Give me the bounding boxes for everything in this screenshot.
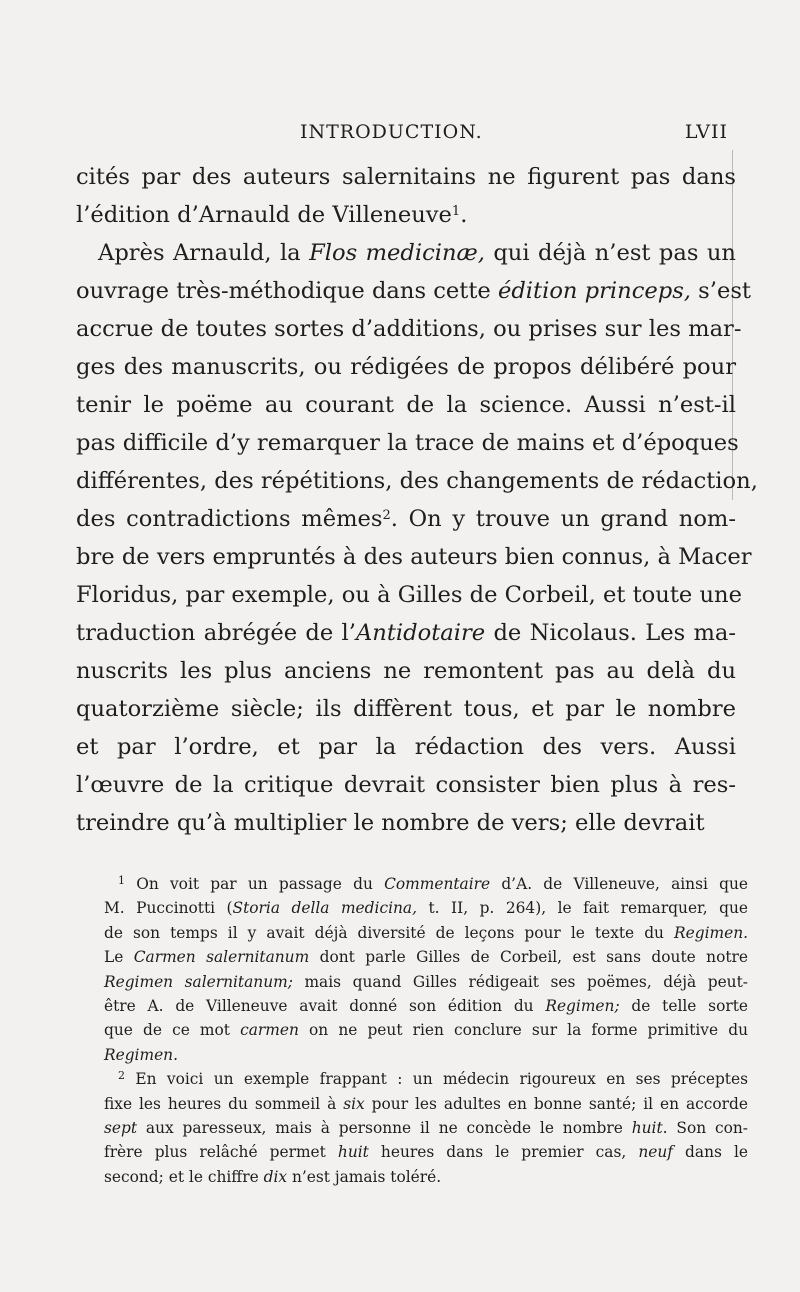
text-run: frère plus relâché permet — [104, 1143, 338, 1162]
running-title: INTRODUCTION. — [300, 121, 483, 143]
text-run: treindre qu’à multiplier le nombre de vers; elle devrait — [76, 810, 705, 836]
text-run: on ne peut rien conclure sur la forme primitive du — [298, 1021, 748, 1040]
text-run: de Nicolaus. Les ma- — [485, 620, 737, 646]
text-run: l’œuvre de la critique devrait consister bien plus à res- — [76, 772, 736, 798]
italic-run: Storia della medicina, — [232, 899, 417, 918]
italic-run: Regimen; — [545, 997, 620, 1016]
italic-run: dix — [263, 1167, 288, 1186]
italic-run: neuf — [638, 1143, 673, 1162]
body-line — [76, 538, 752, 576]
footnotes-line — [104, 994, 748, 1018]
text-run: qui déjà n’est pas un — [484, 240, 736, 266]
text-run: Après Arnauld, la — [98, 240, 310, 266]
italic-run: huit. — [631, 1119, 668, 1138]
footnotes-line — [104, 872, 748, 896]
body-line — [76, 348, 736, 386]
text-run: cités par des auteurs salernitains ne figurent pas dans — [76, 164, 736, 190]
text-run: différentes, des répétitions, des changements de rédaction, — [76, 468, 758, 494]
main-text — [76, 158, 758, 842]
text-run: fixe les heures du sommeil à — [104, 1094, 344, 1113]
footnote-marker: 1 — [118, 874, 125, 887]
text-run: Floridus, par exemple, ou à Gilles de Corbeil, et toute une — [76, 582, 742, 608]
italic-run: carmen — [240, 1021, 299, 1040]
footnotes-line — [104, 1092, 748, 1116]
text-run: Son con- — [667, 1119, 748, 1138]
text-run: n’est jamais toléré. — [287, 1167, 442, 1186]
body-line — [76, 690, 736, 728]
text-run: tenir le poëme au courant de la science. Aussi n’est-il — [76, 392, 736, 418]
footnotes-line — [104, 1140, 748, 1164]
italic-run: sept — [104, 1119, 138, 1138]
footnotes-line — [104, 1116, 748, 1140]
text-run: pas difficile d’y remarquer la trace de mains et d’époques — [76, 430, 739, 456]
italic-run: Carmen salernitanum — [133, 948, 310, 967]
text-run: aux paresseux, mais à personne il ne concède le nombre — [137, 1119, 632, 1138]
footnotes-line — [104, 1165, 748, 1189]
footnotes-line — [104, 1067, 748, 1091]
text-run: bre de vers empruntés à des auteurs bien connus, à Macer — [76, 544, 752, 570]
footnote-marker: 2 — [382, 508, 391, 523]
italic-run: Commentaire — [384, 875, 491, 893]
footnotes-line — [104, 970, 748, 994]
body-line — [76, 462, 758, 500]
italic-run: Regimen. — [104, 1045, 178, 1064]
body-line — [76, 576, 742, 614]
footnotes-line — [104, 921, 748, 945]
page-number: LVII — [684, 121, 728, 143]
body-line — [76, 728, 736, 766]
text-run: second; et le chiffre — [104, 1167, 264, 1186]
text-run: Le — [104, 948, 134, 967]
text-run: heures dans le premier cas, — [368, 1143, 639, 1162]
body-line — [76, 196, 736, 234]
italic-run: édition princeps, — [497, 278, 691, 304]
text-run: que de ce mot — [104, 1021, 241, 1040]
italic-run: six — [343, 1094, 365, 1113]
text-run: de telle sorte — [619, 997, 748, 1016]
text-run: et par l’ordre, et par la rédaction des vers. Aussi — [76, 734, 736, 760]
body-line — [76, 766, 736, 804]
text-run: d’A. de Villeneuve, ainsi que — [490, 875, 748, 893]
text-run: s’est — [690, 278, 751, 304]
italic-run: Antidotaire — [355, 620, 486, 646]
text-run: mais quand Gilles rédigeait ses poëmes, déjà peut- — [292, 972, 748, 991]
body-line — [76, 310, 742, 348]
text-run: dont parle Gilles de Corbeil, est sans doute notre — [309, 948, 748, 967]
text-run: . On y trouve un grand nom- — [390, 506, 736, 532]
text-run: l’édition d’Arnauld de Villeneuve — [76, 202, 452, 228]
body-line — [76, 424, 739, 462]
text-run: être A. de Villeneuve avait donné son édition du — [104, 997, 546, 1016]
body-line — [76, 272, 751, 310]
body-line — [76, 614, 736, 652]
footnotes-line — [104, 1043, 748, 1067]
text-run: nuscrits les plus anciens ne remontent pas au delà du — [76, 658, 736, 684]
text-run: de son temps il y avait déjà diversité de leçons pour le texte du — [104, 923, 675, 942]
footnotes-line — [104, 945, 748, 969]
text-run: des contradictions mêmes — [76, 506, 383, 532]
text-run: quatorzième siècle; ils diffèrent tous, et par le nombre — [76, 696, 736, 722]
footnote-marker: 1 — [451, 204, 461, 219]
text-run: traduction abrégée de l’ — [76, 620, 356, 646]
text-run: pour les adultes en bonne santé; il en accorde — [364, 1094, 748, 1113]
body-line — [76, 804, 736, 842]
italic-run: Regimen salernitanum; — [104, 972, 293, 991]
text-run: M. Puccinotti ( — [104, 899, 233, 918]
text-run: t. II, p. 264), le fait remarquer, que — [416, 899, 748, 918]
body-line — [76, 500, 736, 538]
footnotes — [104, 872, 748, 1189]
text-run: ouvrage très-méthodique dans cette — [76, 278, 498, 304]
text-run: On voit par un passage du — [125, 875, 385, 893]
footnote-marker: 2 — [118, 1069, 125, 1083]
text-run: accrue de toutes sortes d’additions, ou prises sur les mar- — [76, 316, 742, 342]
italic-run: huit — [337, 1143, 369, 1162]
text-run: En voici un exemple frappant : un médecin rigoureux en ses préceptes — [125, 1070, 748, 1089]
footnotes-line — [104, 896, 748, 920]
body-line — [76, 386, 736, 424]
body-line — [76, 234, 736, 272]
footnotes-line — [104, 1018, 748, 1042]
italic-run: Regimen. — [674, 923, 748, 942]
text-run: . — [460, 202, 468, 228]
text-run: ges des manuscrits, ou rédigées de propos délibéré pour — [76, 354, 736, 380]
text-run: dans le — [672, 1143, 748, 1162]
body-line — [76, 652, 736, 690]
body-line — [76, 158, 736, 196]
italic-run: Flos medicinæ, — [309, 240, 485, 266]
